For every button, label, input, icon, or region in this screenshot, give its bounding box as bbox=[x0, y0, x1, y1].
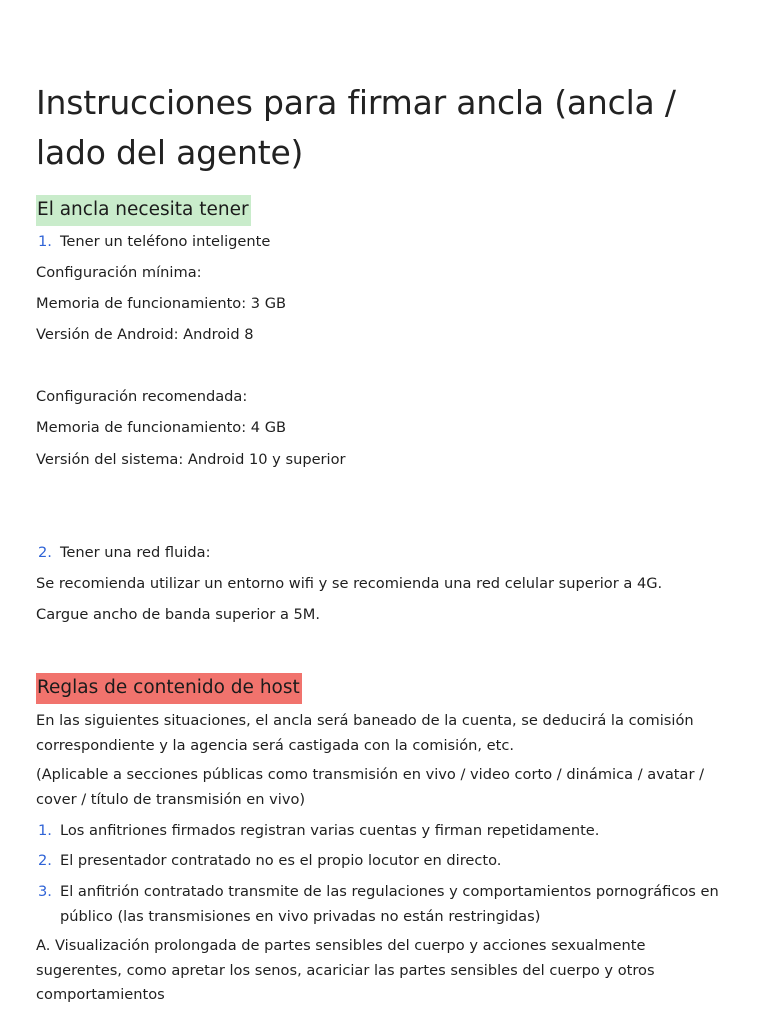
page-title: Instrucciones para firmar ancla (ancla / lado del agente) bbox=[36, 83, 676, 172]
min-memory-text: Memoria de funcionamiento: 3 GB bbox=[36, 295, 287, 312]
list-item-text: El anfitrión contratado transmite de las regulaciones y comportamientos pornográficos en público (las transmisiones en vivo privadas no están restringidas) bbox=[60, 883, 719, 925]
wifi-recommendation-text: Se recomienda utilizar un entorno wifi y se recomienda una red celular superior a 4G. bbox=[36, 575, 663, 592]
list-item-text: Tener una red fluida: bbox=[60, 544, 211, 561]
list-number: 3. bbox=[38, 883, 52, 900]
section-heading-content-rules: Reglas de contenido de host bbox=[36, 673, 302, 704]
list-number: 2. bbox=[38, 852, 52, 869]
rec-config-label: Configuración recomendada: bbox=[36, 388, 248, 405]
list-item-text: Tener un teléfono inteligente bbox=[60, 233, 271, 250]
rules-intro-paragraph: En las siguientes situaciones, el ancla será baneado de la cuenta, se deducirá la comisión correspondiente y la agencia será castigada con la comisión, etc. bbox=[36, 712, 694, 754]
list-number: 1. bbox=[38, 233, 52, 250]
rules-applicability-paragraph: (Aplicable a secciones públicas como transmisión en vivo / video corto / dinámica / avatar / cover / título de transmisión en vivo) bbox=[36, 766, 705, 808]
list-item-text: El presentador contratado no es el propio locutor en directo. bbox=[60, 852, 502, 869]
min-config-label: Configuración mínima: bbox=[36, 264, 202, 281]
min-android-text: Versión de Android: Android 8 bbox=[36, 326, 254, 343]
rec-system-text: Versión del sistema: Android 10 y superior bbox=[36, 451, 346, 468]
list-item-text: Los anfitriones firmados registran varias cuentas y firman repetidamente. bbox=[60, 822, 600, 839]
section-heading-requirements: El ancla necesita tener bbox=[36, 195, 251, 226]
list-number: 2. bbox=[38, 544, 52, 561]
bandwidth-text: Cargue ancho de banda superior a 5M. bbox=[36, 606, 321, 623]
rec-memory-text: Memoria de funcionamiento: 4 GB bbox=[36, 419, 287, 436]
note-a-paragraph: A. Visualización prolongada de partes sensibles del cuerpo y acciones sexualmente sugerentes, como apretar los senos, acariciar las partes sensibles del cuerpo y otros comportamientos bbox=[36, 937, 655, 1003]
list-number: 1. bbox=[38, 822, 52, 839]
